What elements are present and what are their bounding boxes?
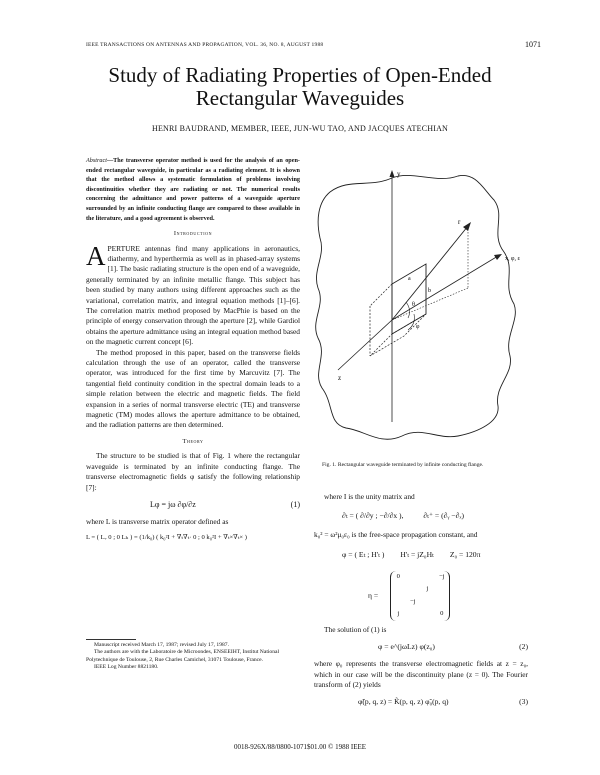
waveguide-edge-1 [370,284,392,306]
equation-1-number: (1) [290,499,300,509]
equation-3 [314,690,528,714]
theory-paragraph-1: The structure to be studied is that of Fig. 1 where the rectangular waveguide is terminated by an infinite conducting flange. The transverse electromagnetic fields φ satisfy the following relationship [7]: [86,451,300,492]
equation-operator: L = ( Lᵥ 0 ; 0 Lₕ ) = (1/k₀) ( k₀²I + ∇ₜ∇ₜ· 0 ; 0 k₀²I + ∇ₜ×∇ₜ× ) [86,534,247,542]
journal-header: IEEE TRANSACTIONS ON ANTENNAS AND PROPAGATION, VOL. 36, NO. 8, AUGUST 1988 [86,42,324,48]
equation-2-body: φ = e^(jωLz) φ(z₀) [378,642,435,652]
equation-gradient-a: ∂ₜ = ( ∂/∂y ; −∂/∂x ), [342,511,404,521]
equation-2-number: (2) [519,642,528,652]
eta-matrix-cell: j [426,585,429,593]
abstract [86,156,300,223]
intro-paragraph-1-text: PERTURE antennas find many applications in aeronautics, diathermy, and hyperthermia as well as in phased-array systems [1]. The basic radiating structure is the open end of a waveguide, generally terminated by an infinite metallic flange. This subject has been studied by many authors using different approaches such as the variational, correlation matrix, and integral equation methods [1]–[6]. The correlation matrix method proposed by MacPhie is based on the principle of energy conservation through the aperture [2], while Gardiol obtains the aperture admittance using an integral equation method based on the magnetic current concept [6]. [86,243,300,347]
equation-1 [86,493,300,517]
x-axis-arrow [494,254,502,260]
author-line: HENRI BAUDRAND, MEMBER, IEEE, JUN-WU TAO, AND JACQUES ATECHIAN [151,124,449,133]
z-axis [338,320,392,370]
radius-vector [392,226,468,320]
right-paragraph-fourier: where φ₀ represents the transverse electromagnetic fields at z = z₀, which in our case will be the discontinuity plane (z = 0). The Fourier transform of (2) yields [314,659,528,690]
eta-matrix-cell: −j [409,597,416,605]
abstract-label: Abstract [86,157,107,164]
right-paragraph-k0: k₀² = ω²μ₀ε₀ is the free-space propagation constant, and [314,530,478,540]
x-axis [392,256,498,320]
section-heading-introduction: Introduction [173,230,213,238]
equation-2 [314,635,528,659]
section-heading-theory: Theory [182,437,204,445]
label-theta: θ [412,302,415,308]
equation-gradient-b: ∂ₜ⁺ = (∂ᵧ −∂ₓ) [423,511,465,521]
label-x: x, φ, ε [505,256,520,262]
footnote-rule [86,639,136,640]
footnote-received: Manuscript received March 17, 1987; revised July 17, 1987. [94,642,229,648]
radius-arrow [463,222,471,231]
equation-gradient [314,502,528,530]
figure-1 [308,160,528,460]
flange-outline [316,175,516,439]
intro-paragraph-2: The method proposed in this paper, based on the transverse fields calculation through the use of an operator, called the transverse operator, was introduced for the first time by Marcuvitz [7]. The tangential field continuity condition in the spectral domain leads to a simple relation between the electric and magnetic fields. The field expansion in a series of normal transverse electric (TE) and transverse magnetic (TM) modes allows the aperture admittance to be obtained, and the radiation patterns are then determined. [86,347,300,430]
equation-eta-lhs: η = [368,590,379,600]
eta-matrix-cell: −j [438,572,445,580]
eta-matrix-grid [391,571,449,621]
equation-3-number: (3) [519,697,528,707]
label-a: a [408,276,411,282]
equation-1-body: Lφ = jω ∂φ/∂z [150,499,196,509]
eta-matrix [390,571,450,621]
drop-cap: A [86,240,106,271]
intro-paragraph-1 [86,240,300,348]
paper-title-line-2: Rectangular Waveguides [195,86,405,110]
footnote [86,642,300,672]
copyright-line: 0018-926X/88/0800-1071$01.00 © 1988 IEEE [233,743,367,751]
abstract-text: —The transverse operator method is used for the analysis of an open-ended rectangular waveguide, in particular as a radiating element. It is shown that the method allows a systematic formulation of problems involving discontinuities whether they are radiating or not. The numerical results concerning the admittance and power patterns of a waveguide aperture surrounded by an infinite conducting flange are compared to those available in the literature, and a good agreement is observed. [86,157,300,222]
right-paragraph-where: where I is the unity matrix and [324,492,415,501]
label-r: r [458,218,461,226]
equation-phi-c: Z₀ = 120π [449,549,481,559]
page-number: 1071 [525,40,541,49]
y-axis-arrow [390,170,395,177]
equation-phi-b: H'ₜ = jZ₀Hₜ [400,549,434,559]
eta-matrix-cell: 0 [396,572,400,580]
figure-1-caption: Fig. 1. Rectangular waveguide terminated by infinite conducting flange. [322,462,484,468]
figure-1-drawing [308,160,528,460]
eta-matrix-cell: j [397,610,400,618]
equation-phi [314,541,528,569]
footnote-log-number: IEEE Log Number 8821180. [94,664,159,671]
eta-matrix-cell: 0 [440,610,444,618]
right-paragraph-solution: The solution of (1) is [324,624,387,634]
right-column [314,492,528,714]
equation-eta [314,569,528,625]
paper-title-line-1: Study of Radiating Properties of Open-Ended [108,63,492,87]
label-z: z [338,374,342,382]
footnote-affiliation: The authors are with the Laboratoire de Microondes, ENSEEIHT, Institut National Polytechnique de Toulouse, 2, Rue Charles Camichel, 31071 Toulouse, France. [86,649,280,663]
label-y: y [397,170,401,178]
label-phi: φ [416,324,420,330]
equation-phi-a: φ = ( Eₜ ; H'ₜ ) [342,549,385,559]
left-column [86,156,300,544]
equation-3-body: φ̃(p, q, z) = K̃(p, q, z) φ̃₀(p, q) [358,697,449,707]
theory-paragraph-2: where L is transverse matrix operator defined as [86,516,229,526]
label-b: b [428,288,431,294]
waveguide-body [370,314,426,356]
